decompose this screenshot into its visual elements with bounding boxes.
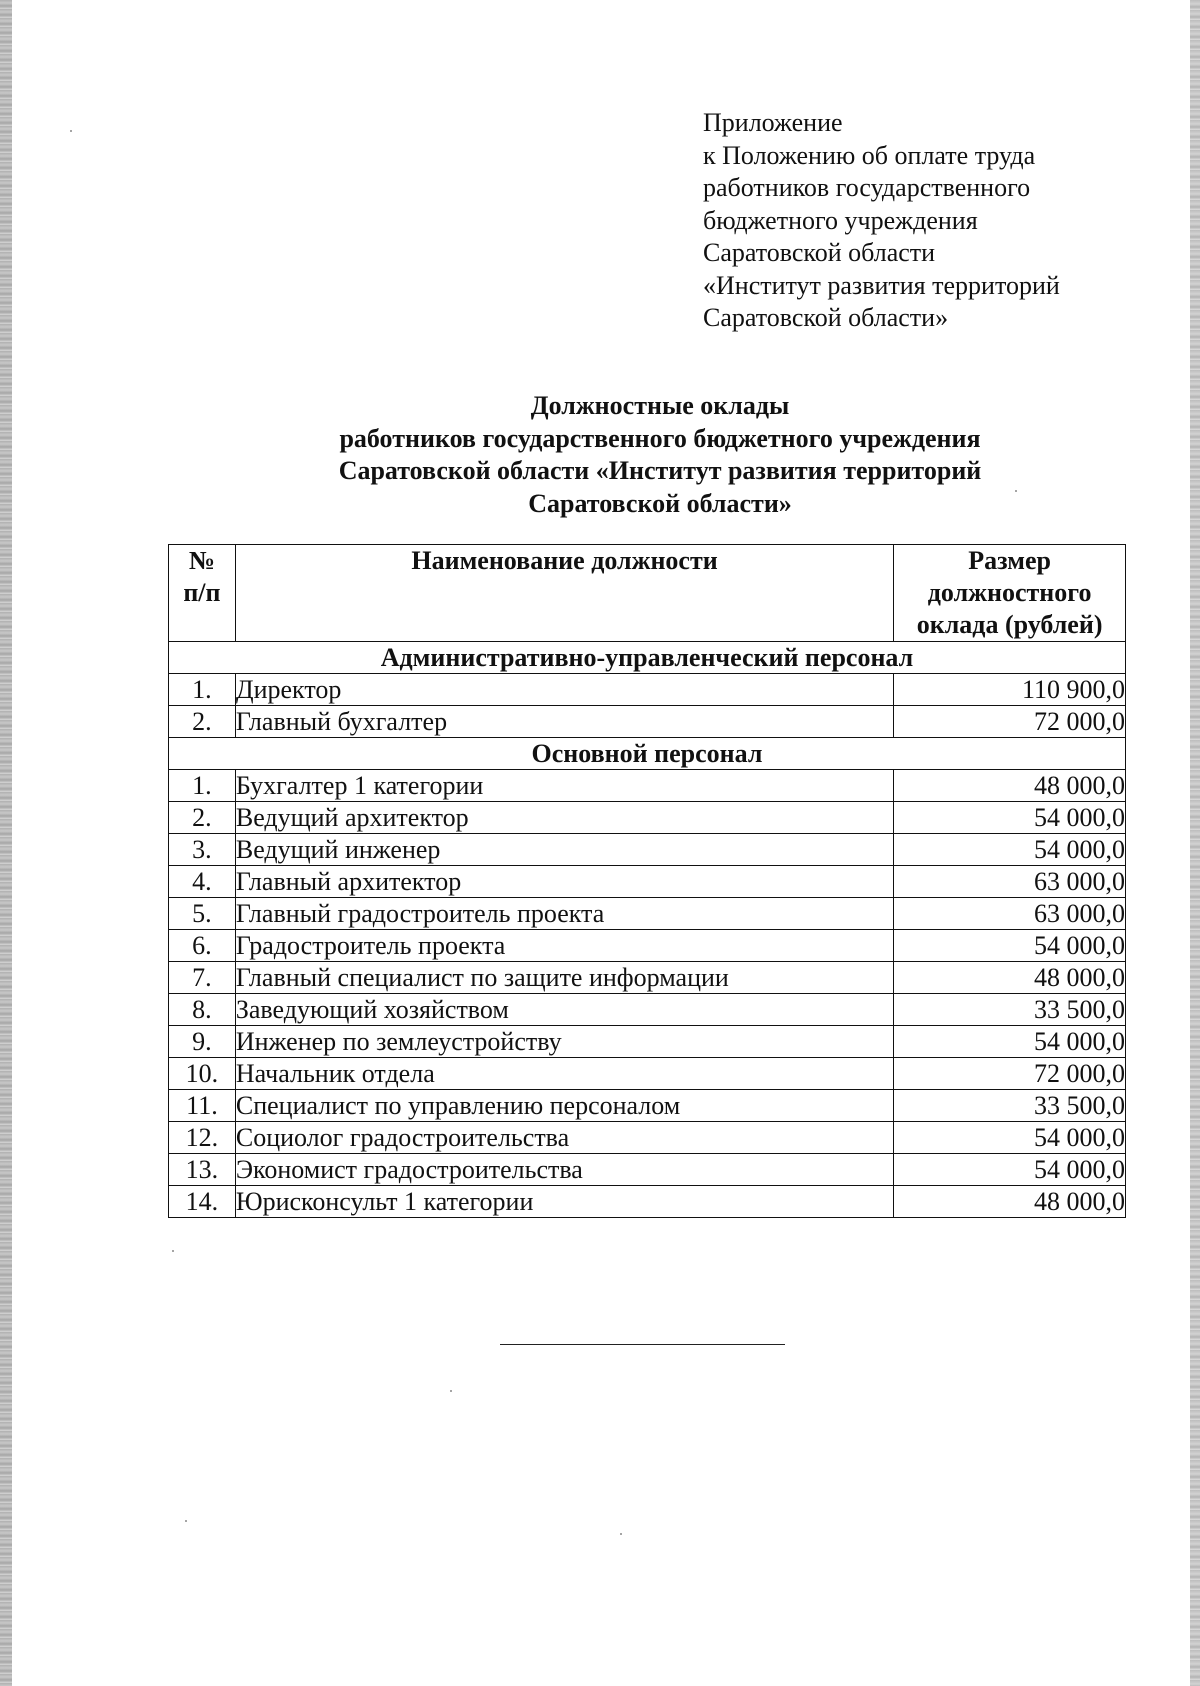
- document-title: [160, 390, 1160, 520]
- scan-speck: [450, 1390, 452, 1392]
- scan-speck: [172, 1250, 174, 1252]
- section-row: [169, 738, 1126, 770]
- row-number: 4.: [169, 866, 236, 898]
- row-number: 5.: [169, 898, 236, 930]
- appendix-line: бюджетного учреждения: [703, 205, 978, 235]
- row-position: Социолог градостроительства: [235, 1122, 893, 1154]
- table-row: [169, 1186, 1126, 1218]
- row-salary: 54 000,0: [894, 930, 1126, 962]
- appendix-line: к Положению об оплате труда: [703, 140, 1036, 170]
- row-number: 12.: [169, 1122, 236, 1154]
- row-number: 8.: [169, 994, 236, 1026]
- title-line: Саратовской области «Институт развития территорий: [338, 456, 982, 485]
- title-line: Саратовской области»: [528, 488, 792, 518]
- appendix-line: «Институт развития территорий: [703, 270, 1060, 300]
- table-row: [169, 930, 1126, 962]
- row-number: 13.: [169, 1154, 236, 1186]
- section-row: [169, 642, 1126, 674]
- row-salary: 48 000,0: [894, 1186, 1126, 1218]
- table-row: [169, 1154, 1126, 1186]
- section-title: Основной персонал: [169, 738, 1126, 770]
- row-salary: 54 000,0: [894, 802, 1126, 834]
- row-position: Градостроитель проекта: [235, 930, 893, 962]
- header-salary: [894, 545, 1126, 642]
- appendix-line: Саратовской области»: [703, 303, 949, 332]
- row-number: 1.: [169, 770, 236, 802]
- scan-edge-left: [0, 0, 12, 1686]
- table-row: [169, 994, 1126, 1026]
- row-salary: 54 000,0: [894, 834, 1126, 866]
- row-number: 10.: [169, 1058, 236, 1090]
- row-salary: 54 000,0: [894, 1122, 1126, 1154]
- row-number: 3.: [169, 834, 236, 866]
- table-row: [169, 674, 1126, 706]
- row-position: Главный бухгалтер: [235, 706, 893, 738]
- scan-speck: [620, 1533, 622, 1535]
- table-row: [169, 962, 1126, 994]
- row-position: Экономист градостроительства: [235, 1154, 893, 1186]
- row-salary: 72 000,0: [894, 1058, 1126, 1090]
- appendix-note: [703, 107, 1123, 335]
- row-position: Главный архитектор: [235, 866, 893, 898]
- appendix-line: работников государственного: [703, 173, 1031, 202]
- row-position: Заведующий хозяйством: [235, 994, 893, 1026]
- scan-edge-right: [1190, 0, 1200, 1686]
- appendix-line: Саратовской области: [703, 238, 936, 267]
- row-position: Специалист по управлению персоналом: [235, 1090, 893, 1122]
- table-row: [169, 834, 1126, 866]
- row-number: 2.: [169, 802, 236, 834]
- table-row: [169, 706, 1126, 738]
- row-salary: 33 500,0: [894, 994, 1126, 1026]
- row-position: Директор: [235, 674, 893, 706]
- table-row: [169, 898, 1126, 930]
- table-row: [169, 1090, 1126, 1122]
- row-salary: 63 000,0: [894, 866, 1126, 898]
- row-number: 1.: [169, 674, 236, 706]
- row-salary: 63 000,0: [894, 898, 1126, 930]
- title-line: работников государственного бюджетного учреждения: [339, 423, 981, 453]
- scan-speck: [185, 1520, 187, 1522]
- row-number: 11.: [169, 1090, 236, 1122]
- table-row: [169, 866, 1126, 898]
- title-line: Должностные оклады: [530, 391, 790, 420]
- row-number: 9.: [169, 1026, 236, 1058]
- scan-speck: [70, 130, 72, 132]
- row-position: Ведущий архитектор: [235, 802, 893, 834]
- scan-speck: [1015, 490, 1017, 492]
- row-number: 6.: [169, 930, 236, 962]
- row-salary: 54 000,0: [894, 1026, 1126, 1058]
- row-position: Начальник отдела: [235, 1058, 893, 1090]
- header-number: [169, 545, 236, 642]
- row-position: Ведущий инженер: [235, 834, 893, 866]
- row-position: Юрисконсульт 1 категории: [235, 1186, 893, 1218]
- table-header-row: [169, 545, 1126, 642]
- row-position: Инженер по землеустройству: [235, 1026, 893, 1058]
- table-row: [169, 802, 1126, 834]
- row-salary: 48 000,0: [894, 962, 1126, 994]
- table-row: [169, 770, 1126, 802]
- row-number: 7.: [169, 962, 236, 994]
- section-title: Административно-управленческий персонал: [169, 642, 1126, 674]
- row-salary: 110 900,0: [894, 674, 1126, 706]
- row-salary: 72 000,0: [894, 706, 1126, 738]
- table-row: [169, 1026, 1126, 1058]
- header-position: Наименование должности: [235, 545, 893, 642]
- row-salary: 33 500,0: [894, 1090, 1126, 1122]
- table-row: [169, 1122, 1126, 1154]
- row-salary: 54 000,0: [894, 1154, 1126, 1186]
- row-number: 14.: [169, 1186, 236, 1218]
- row-salary: 48 000,0: [894, 770, 1126, 802]
- header-number-line: п/п: [183, 578, 221, 607]
- header-salary-line: оклада (рублей): [916, 610, 1103, 639]
- salary-table: [168, 544, 1126, 1218]
- row-position: Главный специалист по защите информации: [235, 962, 893, 994]
- row-position: Главный градостроитель проекта: [235, 898, 893, 930]
- header-salary-line: Размер: [968, 546, 1051, 575]
- end-divider: [500, 1344, 785, 1345]
- row-number: 2.: [169, 706, 236, 738]
- header-salary-line: должностного: [927, 578, 1092, 607]
- appendix-line: Приложение: [703, 108, 843, 137]
- header-number-line: №: [188, 546, 215, 575]
- table-row: [169, 1058, 1126, 1090]
- row-position: Бухгалтер 1 категории: [235, 770, 893, 802]
